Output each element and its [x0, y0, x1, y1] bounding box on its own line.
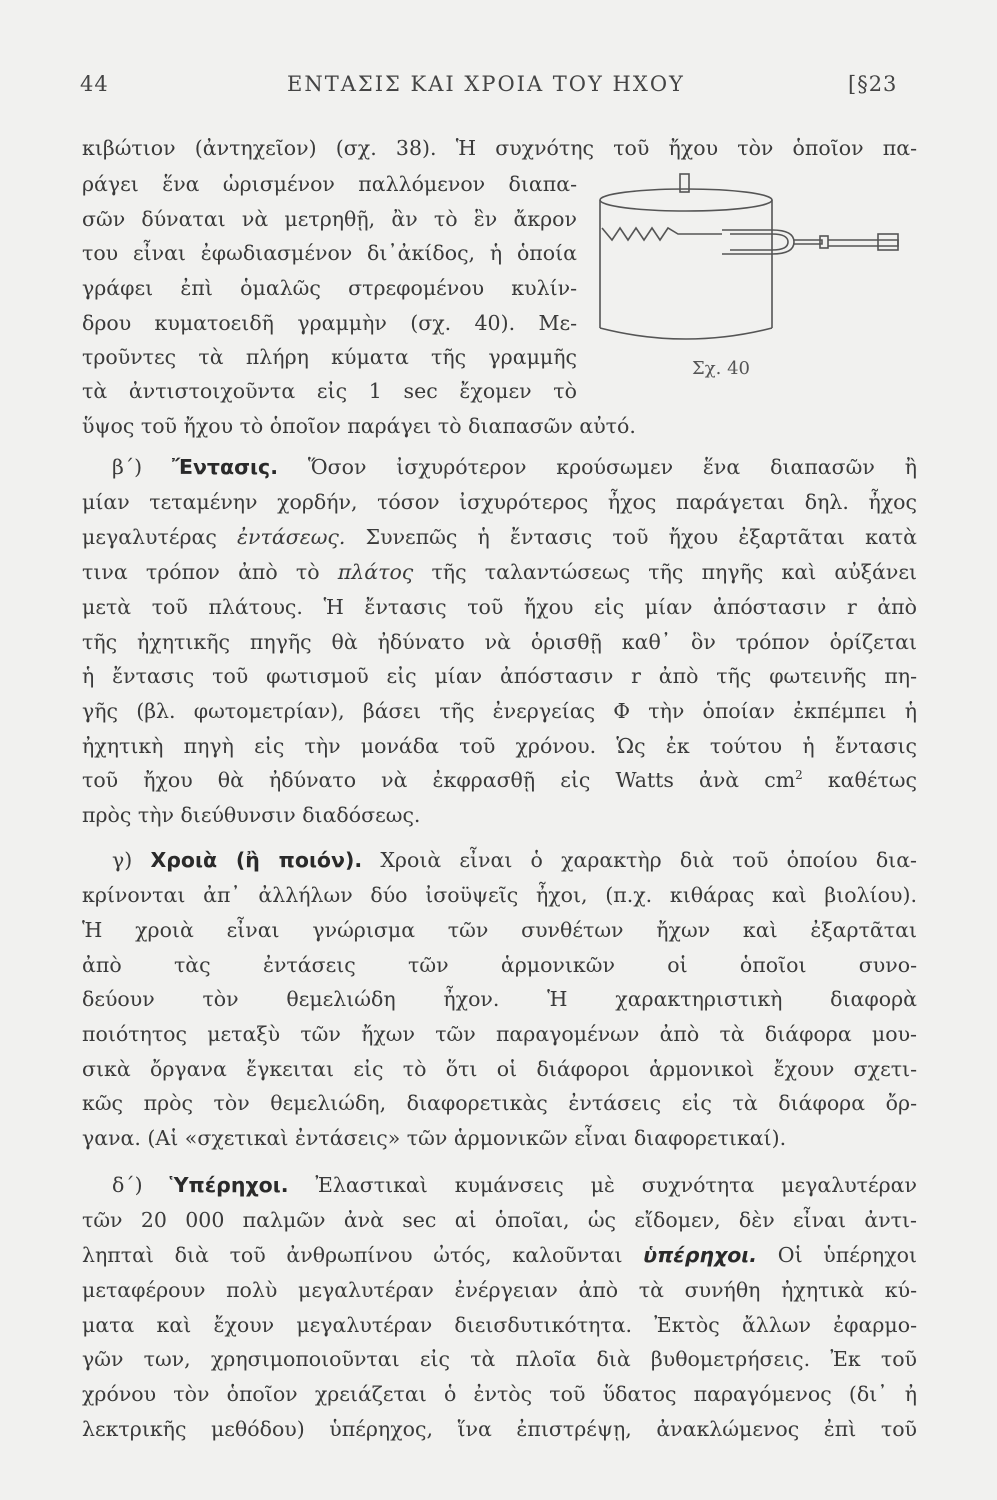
text-line: μεταφέρουν πολὺ μεγαλυτέραν ἐνέργειαν ἀπὸ τὰ συνήθη ἠχητικὰ κύ- — [82, 1278, 917, 1302]
text-line: δεύουν τὸν θεμελιώδη ἦχον. Ἡ χαρακτηριστικὴ διαφορὰ — [82, 987, 917, 1011]
text-line: ποιότητος μεταξὺ τῶν ἤχων τῶν παραγομένων ἀπὸ τὰ διάφορα μου- — [82, 1022, 917, 1046]
section-heading: Χροιὰ (ἢ ποιόν). — [150, 848, 363, 872]
running-title: ΕΝΤΑΣΙΣ ΚΑΙ ΧΡΟΙΑ ΤΟΥ ΗΧΟΥ — [287, 72, 685, 96]
text-span: Ὅσον ἰσχυρότερον κρούσωμεν ἕνα διαπασῶν ἢ — [307, 455, 917, 479]
text-line: ὕψος τοῦ ἤχου τὸ ὁποῖον παράγει τὸ διαπασῶν αὐτό. — [82, 414, 636, 438]
text-span: καθέτως — [802, 768, 917, 792]
text-line — [82, 522, 917, 552]
text-line: τῶν 20 000 παλμῶν ἀνὰ sec αἱ ὁποῖαι, ὡς εἴδομεν, δὲν εἶναι ἀντι- — [82, 1208, 917, 1232]
text-line: ἠχητικὴ πηγὴ εἰς τὴν μονάδα τοῦ χρόνου. Ὡς ἐκ τούτου ἡ ἔντασις — [82, 734, 917, 758]
tuning-fork-cylinder-drawing — [582, 168, 912, 358]
text-span: Χροιὰ εἶναι ὁ χαρακτὴρ διὰ τοῦ ὁποίου δια- — [380, 848, 917, 872]
text-line — [82, 1240, 917, 1270]
text-span: Οἱ ὑπέρηχοι — [777, 1243, 917, 1267]
text-span: τῆς ταλαντώσεως τῆς πηγῆς καὶ αὐξάνει — [431, 560, 917, 584]
item-label: γ) — [112, 848, 133, 872]
item-label: β΄) — [112, 455, 143, 479]
text-line: μίαν τεταμένην χορδήν, τόσον ἰσχυρότερος ἦχος παράγεται δηλ. ἦχος — [82, 490, 917, 514]
text-line: ἡ ἔντασις τοῦ φωτισμοῦ εἰς μίαν ἀπόστασιν r ἀπὸ τῆς φωτεινῆς πη- — [82, 664, 917, 688]
text-line: χρόνου τὸν ὁποῖον χρειάζεται ὁ ἐντὸς τοῦ ὕδατος παραγόμενος (δι᾽ ἠ — [82, 1382, 917, 1406]
text-line — [82, 765, 917, 795]
emphasis-term: ὑπέρηχοι. — [643, 1243, 758, 1267]
paragraph-first-line — [112, 452, 917, 482]
paragraph-first-line — [112, 845, 917, 875]
text-line: τροῦντες τὰ πλήρη κύματα τῆς γραμμῆς — [82, 345, 577, 369]
text-line: κῶς πρὸς τὸν θεμελιώδη, διαφορετικὰς ἐντάσεις εἰς τὰ διάφορα ὄρ- — [82, 1091, 917, 1115]
text-line: γράφει ἐπὶ ὁμαλῶς στρεφομένου κυλίν- — [82, 276, 577, 300]
page-number: 44 — [80, 72, 109, 96]
text-line: μετὰ τοῦ πλάτους. Ἡ ἔντασις τοῦ ἤχου εἰς μίαν ἀπόστασιν r ἀπὸ — [82, 595, 917, 619]
text-line: Ἡ χροιὰ εἶναι γνώρισμα τῶν συνθέτων ἤχων καὶ ἐξαρτᾶται — [82, 918, 917, 942]
text-line: ράγει ἕνα ὡρισμένον παλλόμενον διαπα- — [82, 172, 577, 196]
section-heading: Ὑπέρηχοι. — [169, 1173, 289, 1197]
emphasis-term: πλάτος — [337, 560, 414, 584]
text-span: Ἐλαστικαὶ κυμάνσεις μὲ συχνότητα μεγαλυτέραν — [315, 1173, 917, 1197]
text-line: γῆς (βλ. φωτομετρίαν), βάσει τῆς ἐνεργείας Φ τὴν ὁποίαν ἐκπέμπει ἡ — [82, 699, 917, 723]
text-span: Συνεπῶς ἡ ἔντασις τοῦ ἤχου ἐξαρτᾶται κατὰ — [365, 525, 917, 549]
text-span: μεγαλυτέρας — [82, 525, 217, 549]
item-label: δ΄) — [112, 1173, 143, 1197]
text-line: γῶν των, χρησιμοποιοῦνται εἰς τὰ πλοῖα διὰ βυθομετρήσεις. Ἐκ τοῦ — [82, 1347, 917, 1371]
text-line: τὰ ἀντιστοιχοῦντα εἰς 1 sec ἔχομεν τὸ — [82, 379, 577, 403]
text-line: σῶν δύναται νὰ μετρηθῇ, ἂν τὸ ἓν ἄκρον — [82, 207, 577, 231]
text-line: τῆς ἠχητικῆς πηγῆς θὰ ἠδύνατο νὰ ὁρισθῇ καθ᾽ ὃν τρόπον ὁρίζεται — [82, 630, 917, 654]
text-line: γανα. (Αἱ «σχετικαὶ ἐντάσεις» τῶν ἁρμονικῶν εἶναι διαφορετικαί). — [82, 1126, 787, 1150]
text-span: τινα τρόπον ἀπὸ τὸ — [82, 560, 320, 584]
emphasis-term: ἐντάσεως. — [237, 525, 346, 549]
text-span: τοῦ ἤχου θὰ ἠδύνατο νὰ ἐκφρασθῇ εἰς Watts ἀνὰ cm — [82, 768, 796, 792]
figure-caption: Σχ. 40 — [692, 358, 750, 379]
text-line: ματα καὶ ἔχουν μεγαλυτέραν διεισδυτικότητα. Ἐκτὸς ἄλλων ἐφαρμο- — [82, 1313, 917, 1337]
section-marker: [§23 — [848, 72, 898, 96]
text-line: δρου κυματοειδῆ γραμμὴν (σχ. 40). Με- — [82, 311, 577, 335]
text-line: πρὸς τὴν διεύθυνσιν διαδόσεως. — [82, 803, 421, 827]
superscript: 2 — [795, 768, 803, 783]
text-line: του εἶναι ἐφωδιασμένον δι᾽ἀκίδος, ἡ ὁποία — [82, 241, 577, 265]
text-line: σικὰ ὄργανα ἔγκειται εἰς τὸ ὅτι οἱ διάφοροι ἁρμονικοὶ ἔχουν σχετι- — [82, 1057, 917, 1081]
text-line: κρίνονται ἀπ᾽ ἀλλήλων δύο ἰσοϋψεῖς ἦχοι, (π.χ. κιθάρας καὶ βιολίου). — [82, 883, 917, 907]
section-heading: Ἔντασις. — [171, 455, 278, 479]
text-span: ληπταὶ διὰ τοῦ ἀνθρωπίνου ὠτός, καλοῦνται — [82, 1243, 623, 1267]
text-line: κιβώτιον (ἀντηχεῖον) (σχ. 38). Ἡ συχνότης τοῦ ἤχου τὸν ὁποῖον πα- — [82, 136, 917, 160]
text-line: λεκτρικῆς μεθόδου) ὑπέρηχος, ἵνα ἐπιστρέψῃ, ἀνακλώμενος ἐπὶ τοῦ — [82, 1417, 917, 1441]
paragraph-first-line — [112, 1170, 917, 1200]
text-line — [82, 557, 917, 587]
text-line: ἀπὸ τὰς ἐντάσεις τῶν ἁρμονικῶν οἱ ὁποῖοι συνο- — [82, 953, 917, 977]
